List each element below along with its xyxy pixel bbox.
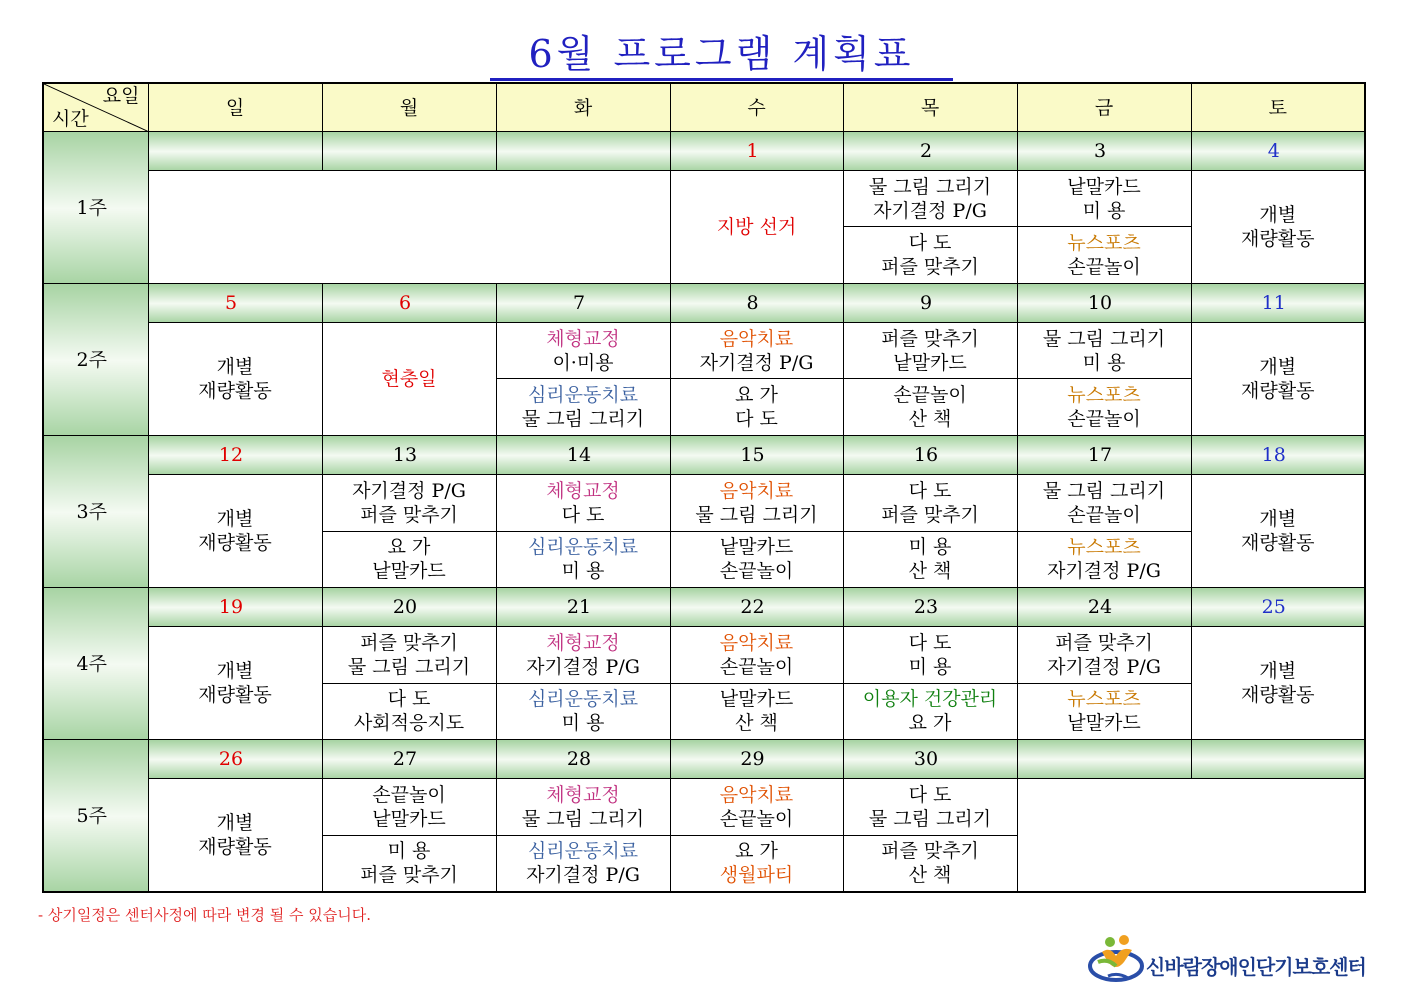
- day-header-row: [43, 83, 1365, 132]
- event-text: 물 그림 그리기: [868, 175, 992, 198]
- event-cell-thu-b: [843, 683, 1017, 740]
- event-cell-thu-b: [843, 835, 1017, 892]
- event-text: 산 책: [735, 712, 778, 735]
- corner-cell: [43, 83, 148, 132]
- event-cell-wed-b: [670, 531, 843, 588]
- date-number: 9: [919, 291, 933, 314]
- event-text: 물 그림 그리기: [347, 655, 471, 678]
- date-number: 2: [919, 139, 933, 162]
- date-number: 5: [224, 291, 238, 314]
- date-row: [43, 740, 1365, 779]
- event-text: 물 그림 그리기: [521, 807, 645, 830]
- event-text: 체형교정: [546, 783, 620, 806]
- date-number: 19: [218, 596, 244, 619]
- week-label: 2주: [43, 284, 148, 436]
- event-text: 손끝놀이: [893, 384, 967, 407]
- event-text: 물 그림 그리기: [868, 807, 992, 830]
- schedule-table: [42, 82, 1366, 893]
- event-text: 퍼즐 맞추기: [881, 840, 979, 863]
- event-text: 다 도: [908, 232, 952, 255]
- event-text: 체형교정: [546, 327, 620, 350]
- event-text: 낱말카드: [893, 351, 967, 374]
- date-cell-tue: [496, 132, 670, 171]
- date-number: 28: [566, 748, 592, 771]
- event-text: 자기결정 P/G: [873, 199, 987, 222]
- date-number: 3: [1093, 139, 1107, 162]
- date-cell-sat: [1191, 132, 1365, 171]
- event-text: 뉴스포츠: [1067, 536, 1141, 559]
- event-row-a: [43, 778, 1365, 835]
- event-text: 손끝놀이: [1067, 408, 1141, 431]
- event-text: 산 책: [908, 560, 952, 583]
- event-text: 낱말카드: [372, 807, 446, 830]
- event-text: 자기결정 P/G: [1047, 560, 1161, 583]
- event-text: 미 용: [908, 536, 952, 559]
- event-text: 퍼즐 맞추기: [881, 327, 979, 350]
- event-text: 퍼즐 맞추기: [881, 503, 979, 526]
- date-number: 7: [572, 291, 586, 314]
- event-cell-sat: [1191, 322, 1365, 436]
- event-text: 물 그림 그리기: [521, 408, 645, 431]
- event-text: 개별: [1259, 660, 1297, 683]
- event-text: 재량활동: [1241, 379, 1315, 402]
- date-number: 26: [218, 748, 244, 771]
- day-header-sat: 토: [1191, 83, 1365, 132]
- event-text: 뉴스포츠: [1067, 232, 1141, 255]
- date-number: 18: [1261, 444, 1286, 466]
- event-text: 다 도: [908, 631, 952, 654]
- event-text: 개별: [1259, 355, 1297, 378]
- event-text: 산 책: [908, 864, 952, 887]
- event-text: 현충일: [381, 367, 437, 390]
- event-text: 음악치료: [719, 783, 794, 806]
- event-row-a: [43, 626, 1365, 683]
- event-text: 미 용: [1082, 199, 1126, 222]
- date-row: [43, 588, 1365, 627]
- day-header-mon: 월: [322, 83, 496, 132]
- week-label: 4주: [43, 588, 148, 740]
- event-text: 낱말카드: [1067, 175, 1141, 198]
- event-cell-tue-b: [496, 683, 670, 740]
- event-text: 심리운동치료: [527, 384, 639, 407]
- event-cell-sun: [148, 626, 322, 740]
- event-text: 자기결정 P/G: [352, 479, 466, 502]
- event-cell-thu-a: [843, 778, 1017, 835]
- event-cell-sat: [1191, 170, 1365, 284]
- event-cell-mon-b: [322, 683, 496, 740]
- date-number: 6: [398, 291, 412, 314]
- event-cell-fri-a: [1017, 626, 1191, 683]
- date-cell-tue: [496, 284, 670, 323]
- date-cell-wed: [670, 132, 843, 171]
- event-text: 지방 선거: [716, 215, 797, 238]
- date-number: 15: [740, 444, 765, 466]
- date-row: [43, 132, 1365, 171]
- event-cell-sat: [1191, 626, 1365, 740]
- event-cell-mon-a: [322, 626, 496, 683]
- event-cell-tue-b: [496, 379, 670, 436]
- date-cell-mon: [322, 284, 496, 323]
- date-number: 21: [566, 596, 592, 619]
- event-text: 요 가: [735, 840, 778, 863]
- event-text: 사회적응지도: [353, 712, 465, 735]
- date-cell-fri: [1017, 740, 1191, 779]
- date-cell-fri: [1017, 436, 1191, 475]
- date-cell-tue: [496, 740, 670, 779]
- event-cell-fri-b: [1017, 227, 1191, 284]
- date-cell-sun: [148, 436, 322, 475]
- date-number: 1: [746, 139, 759, 162]
- event-cell-tue-b: [496, 835, 670, 892]
- event-text: 뉴스포츠: [1067, 688, 1141, 711]
- event-cell-thu-a: [843, 474, 1017, 531]
- day-header-fri: 금: [1017, 83, 1191, 132]
- event-cell-fri-b: [1017, 683, 1191, 740]
- event-text: 재량활동: [198, 379, 272, 402]
- event-text: 음악치료: [719, 479, 794, 502]
- event-cell-fri-a: [1017, 170, 1191, 227]
- week-label: 1주: [43, 132, 148, 284]
- event-cell-tue-a: [496, 778, 670, 835]
- date-number: 17: [1087, 444, 1113, 466]
- event-cell-wed-a: [670, 778, 843, 835]
- event-text: 심리운동치료: [527, 688, 639, 711]
- event-text: 물 그림 그리기: [1042, 479, 1166, 502]
- day-header-tue: 화: [496, 83, 670, 132]
- date-cell-thu: [843, 588, 1017, 627]
- event-cell-mon-b: [322, 835, 496, 892]
- event-text: 개별: [1259, 203, 1297, 226]
- page-title: 6월 프로그램 계획표: [490, 30, 953, 81]
- date-cell-sun: [148, 740, 322, 779]
- date-cell-sat: [1191, 588, 1365, 627]
- event-text: 뉴스포츠: [1067, 384, 1141, 407]
- date-cell-wed: [670, 740, 843, 779]
- event-text: 이용자 건강관리: [862, 688, 998, 711]
- event-text: 다 도: [387, 688, 431, 711]
- event-text: 재량활동: [198, 835, 272, 858]
- date-number: 27: [392, 748, 418, 771]
- event-text: 미 용: [908, 655, 952, 678]
- event-cell-wed-a: [670, 322, 843, 379]
- date-cell-fri: [1017, 132, 1191, 171]
- date-number: 10: [1087, 291, 1113, 314]
- event-text: 손끝놀이: [1067, 503, 1141, 526]
- event-cell-thu-a: [843, 626, 1017, 683]
- event-cell-thu-a: [843, 170, 1017, 227]
- event-cell-fri-b: [1017, 531, 1191, 588]
- date-cell-mon: [322, 588, 496, 627]
- event-text: 요 가: [387, 536, 431, 559]
- event-cell-fri-a: [1017, 322, 1191, 379]
- event-cell-sat: [1191, 474, 1365, 588]
- event-text: 재량활동: [198, 684, 272, 707]
- event-cell-sun-tue: [148, 170, 670, 284]
- event-text: 손끝놀이: [1067, 256, 1141, 279]
- event-text: 미 용: [387, 840, 431, 863]
- date-number: 25: [1261, 596, 1286, 619]
- date-number: 29: [740, 748, 765, 771]
- event-text: 다 도: [735, 408, 778, 431]
- event-cell-sun: [148, 474, 322, 588]
- event-text: 개별: [216, 508, 254, 531]
- event-text: 개별: [216, 811, 254, 834]
- event-text: 손끝놀이: [719, 655, 794, 678]
- event-text: 음악치료: [719, 327, 794, 350]
- event-text: 이·미용: [552, 351, 614, 374]
- date-cell-sat: [1191, 740, 1365, 779]
- event-text: 심리운동치료: [527, 536, 639, 559]
- date-cell-thu: [843, 284, 1017, 323]
- date-number: 13: [392, 444, 418, 466]
- event-text: 손끝놀이: [372, 783, 446, 806]
- date-cell-tue: [496, 436, 670, 475]
- day-header-sun: 일: [148, 83, 322, 132]
- event-cell-tue-a: [496, 474, 670, 531]
- date-cell-sun: [148, 588, 322, 627]
- event-row-a: [43, 322, 1365, 379]
- event-text: 요 가: [908, 712, 952, 735]
- date-cell-wed: [670, 284, 843, 323]
- event-text: 재량활동: [1241, 227, 1315, 250]
- date-number: 24: [1087, 596, 1113, 619]
- event-cell-sun: [148, 778, 322, 892]
- event-text: 개별: [216, 355, 254, 378]
- event-cell-fri-a: [1017, 474, 1191, 531]
- event-text: 다 도: [908, 783, 952, 806]
- event-text: 체형교정: [546, 631, 620, 654]
- event-text: 미 용: [561, 560, 605, 583]
- event-cell-mon-a: [322, 778, 496, 835]
- event-cell-mon: [322, 322, 496, 436]
- event-text: 생월파티: [719, 864, 794, 887]
- date-cell-tue: [496, 588, 670, 627]
- date-cell-thu: [843, 436, 1017, 475]
- date-cell-wed: [670, 436, 843, 475]
- event-text: 낱말카드: [1067, 712, 1141, 735]
- event-row-a: [43, 170, 1365, 227]
- date-number: 22: [740, 596, 765, 619]
- week-label: 5주: [43, 740, 148, 892]
- event-text: 퍼즐 맞추기: [360, 864, 458, 887]
- event-text: 퍼즐 맞추기: [881, 256, 979, 279]
- date-number: 12: [218, 444, 244, 466]
- week-label: 3주: [43, 436, 148, 588]
- date-row: [43, 284, 1365, 323]
- event-cell-tue-a: [496, 322, 670, 379]
- event-text: 낱말카드: [372, 560, 446, 583]
- date-number: 4: [1267, 139, 1280, 162]
- event-cell-mon-b: [322, 531, 496, 588]
- event-text: 산 책: [908, 408, 952, 431]
- date-cell-sat: [1191, 436, 1365, 475]
- date-cell-sun: [148, 284, 322, 323]
- event-cell-wed: [670, 170, 843, 284]
- event-cell-thu-a: [843, 322, 1017, 379]
- event-cell-wed-b: [670, 683, 843, 740]
- event-text: 낱말카드: [719, 536, 794, 559]
- event-text: 퍼즐 맞추기: [360, 503, 458, 526]
- date-number: 16: [913, 444, 939, 466]
- date-number: 23: [913, 596, 939, 619]
- event-cell-fri-sat: [1017, 778, 1365, 892]
- date-cell-mon: [322, 436, 496, 475]
- event-text: 손끝놀이: [719, 807, 794, 830]
- event-text: 퍼즐 맞추기: [360, 631, 458, 654]
- event-text: 자기결정 P/G: [526, 864, 640, 887]
- event-text: 음악치료: [719, 631, 794, 654]
- event-text: 다 도: [561, 503, 605, 526]
- date-number: 8: [746, 291, 759, 314]
- event-text: 재량활동: [198, 532, 272, 555]
- event-text: 낱말카드: [719, 688, 794, 711]
- date-cell-thu: [843, 740, 1017, 779]
- date-cell-sat: [1191, 284, 1365, 323]
- event-text: 자기결정 P/G: [699, 351, 814, 374]
- event-text: 미 용: [1082, 351, 1126, 374]
- event-cell-tue-b: [496, 531, 670, 588]
- event-text: 개별: [1259, 508, 1297, 531]
- event-cell-wed-b: [670, 835, 843, 892]
- event-text: 자기결정 P/G: [1047, 655, 1161, 678]
- date-cell-fri: [1017, 588, 1191, 627]
- event-cell-thu-b: [843, 227, 1017, 284]
- event-cell-thu-b: [843, 379, 1017, 436]
- date-cell-mon: [322, 132, 496, 171]
- event-cell-fri-b: [1017, 379, 1191, 436]
- event-text: 손끝놀이: [719, 560, 794, 583]
- corner-time-label: 시간: [52, 108, 89, 131]
- event-text: 물 그림 그리기: [1042, 327, 1166, 350]
- day-header-thu: 목: [843, 83, 1017, 132]
- date-cell-mon: [322, 740, 496, 779]
- event-cell-wed-a: [670, 474, 843, 531]
- event-text: 자기결정 P/G: [526, 655, 640, 678]
- day-header-wed: 수: [670, 83, 843, 132]
- event-cell-wed-b: [670, 379, 843, 436]
- event-text: 퍼즐 맞추기: [1055, 631, 1153, 654]
- event-text: 요 가: [735, 384, 778, 407]
- event-text: 재량활동: [1241, 532, 1315, 555]
- date-cell-wed: [670, 588, 843, 627]
- event-text: 체형교정: [546, 479, 620, 502]
- date-number: 14: [566, 444, 592, 466]
- event-cell-tue-a: [496, 626, 670, 683]
- event-text: 개별: [216, 660, 254, 683]
- date-number: 20: [392, 596, 418, 619]
- event-cell-sun: [148, 322, 322, 436]
- date-cell-fri: [1017, 284, 1191, 323]
- date-cell-sun: [148, 132, 322, 171]
- center-logo-text: 신바람장애인단기보호센터: [1146, 955, 1366, 979]
- date-number: 11: [1261, 291, 1286, 314]
- event-cell-wed-a: [670, 626, 843, 683]
- event-text: 물 그림 그리기: [695, 503, 818, 526]
- date-number: 30: [913, 748, 939, 771]
- event-text: 재량활동: [1241, 684, 1315, 707]
- date-cell-thu: [843, 132, 1017, 171]
- event-cell-mon-a: [322, 474, 496, 531]
- date-row: [43, 436, 1365, 475]
- event-text: 미 용: [561, 712, 605, 735]
- event-text: 심리운동치료: [527, 840, 639, 863]
- corner-day-label: 요일: [102, 85, 140, 107]
- event-cell-thu-b: [843, 531, 1017, 588]
- event-text: 다 도: [908, 479, 952, 502]
- schedule-note: - 상기일정은 센터사정에 따라 변경 될 수 있습니다.: [38, 906, 372, 924]
- event-row-a: [43, 474, 1365, 531]
